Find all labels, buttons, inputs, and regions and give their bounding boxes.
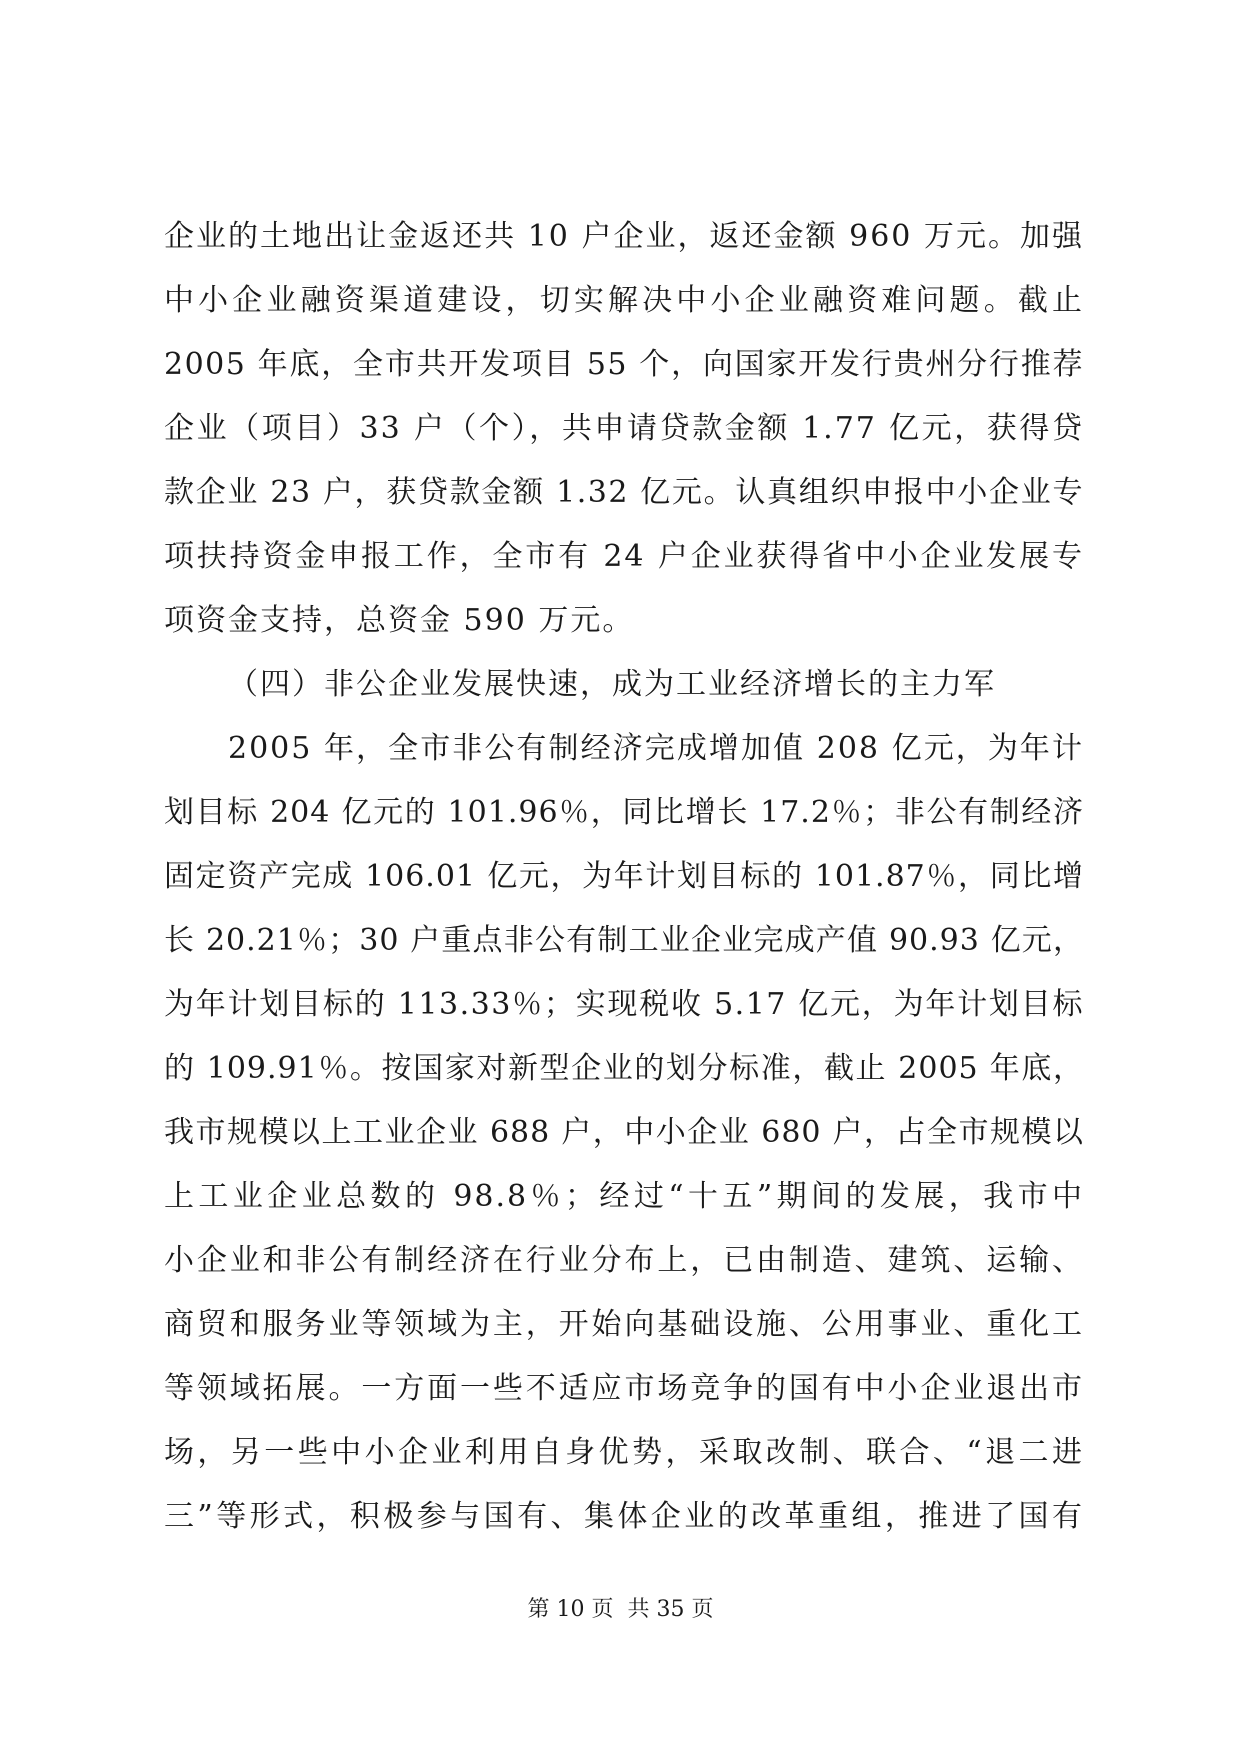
text-line: 等领域拓展。一方面一些不适应市场竞争的国有中小企业退出市 [164, 1371, 1084, 1406]
text-line: 项资金支持，总资金 590 万元。 [164, 603, 635, 638]
text-line: 2005 年底，全市共开发项目 55 个，向国家开发行贵州分行推荐 [164, 347, 1084, 382]
text-line: 长 20.21％；30 户重点非公有制工业企业完成产值 90.93 亿元， [164, 923, 1084, 958]
text-line: 划目标 204 亿元的 101.96％，同比增长 17.2％；非公有制经济 [164, 795, 1084, 830]
text-line: 商贸和服务业等领域为主，开始向基础设施、公用事业、重化工 [164, 1307, 1084, 1342]
text-line: 企业的土地出让金返还共 10 户企业，返还金额 960 万元。加强 [164, 219, 1084, 254]
text-line: 项扶持资金申报工作，全市有 24 户企业获得省中小企业发展专 [164, 539, 1084, 574]
text-line: 的 109.91％。按国家对新型企业的划分标准，截止 2005 年底， [164, 1051, 1084, 1086]
document-body [164, 205, 1084, 1549]
text-line: 我市规模以上工业企业 688 户，中小企业 680 户，占全市规模以 [164, 1115, 1084, 1150]
text-line: 2005 年，全市非公有制经济完成增加值 208 亿元，为年计 [228, 731, 1084, 766]
text-line: 中小企业融资渠道建设，切实解决中小企业融资难问题。截止 [164, 283, 1084, 318]
text-line: 企业（项目）33 户（个），共申请贷款金额 1.77 亿元，获得贷 [164, 411, 1084, 446]
page-number-footer: 第 10 页 共 35 页 [527, 1597, 714, 1622]
text-line: 上工业企业总数的 98.8％；经过“十五”期间的发展，我市中 [164, 1179, 1084, 1214]
text-line: 小企业和非公有制经济在行业分布上，已由制造、建筑、运输、 [164, 1243, 1084, 1278]
heading-line: （四）非公企业发展快速，成为工业经济增长的主力军 [228, 667, 996, 702]
section-heading [164, 653, 1084, 717]
text-line: 款企业 23 户，获贷款金额 1.32 亿元。认真组织申报中小企业专 [164, 475, 1084, 510]
paragraph-continuation [164, 205, 1084, 653]
text-line: 场，另一些中小企业利用自身优势，采取改制、联合、“退二进 [164, 1435, 1084, 1470]
text-line: 固定资产完成 106.01 亿元，为年计划目标的 101.87％，同比增 [164, 859, 1084, 894]
text-line: 三”等形式，积极参与国有、集体企业的改革重组，推进了国有 [164, 1499, 1084, 1534]
text-line: 为年计划目标的 113.33％；实现税收 5.17 亿元，为年计划目标 [164, 987, 1084, 1022]
paragraph [164, 717, 1084, 1549]
